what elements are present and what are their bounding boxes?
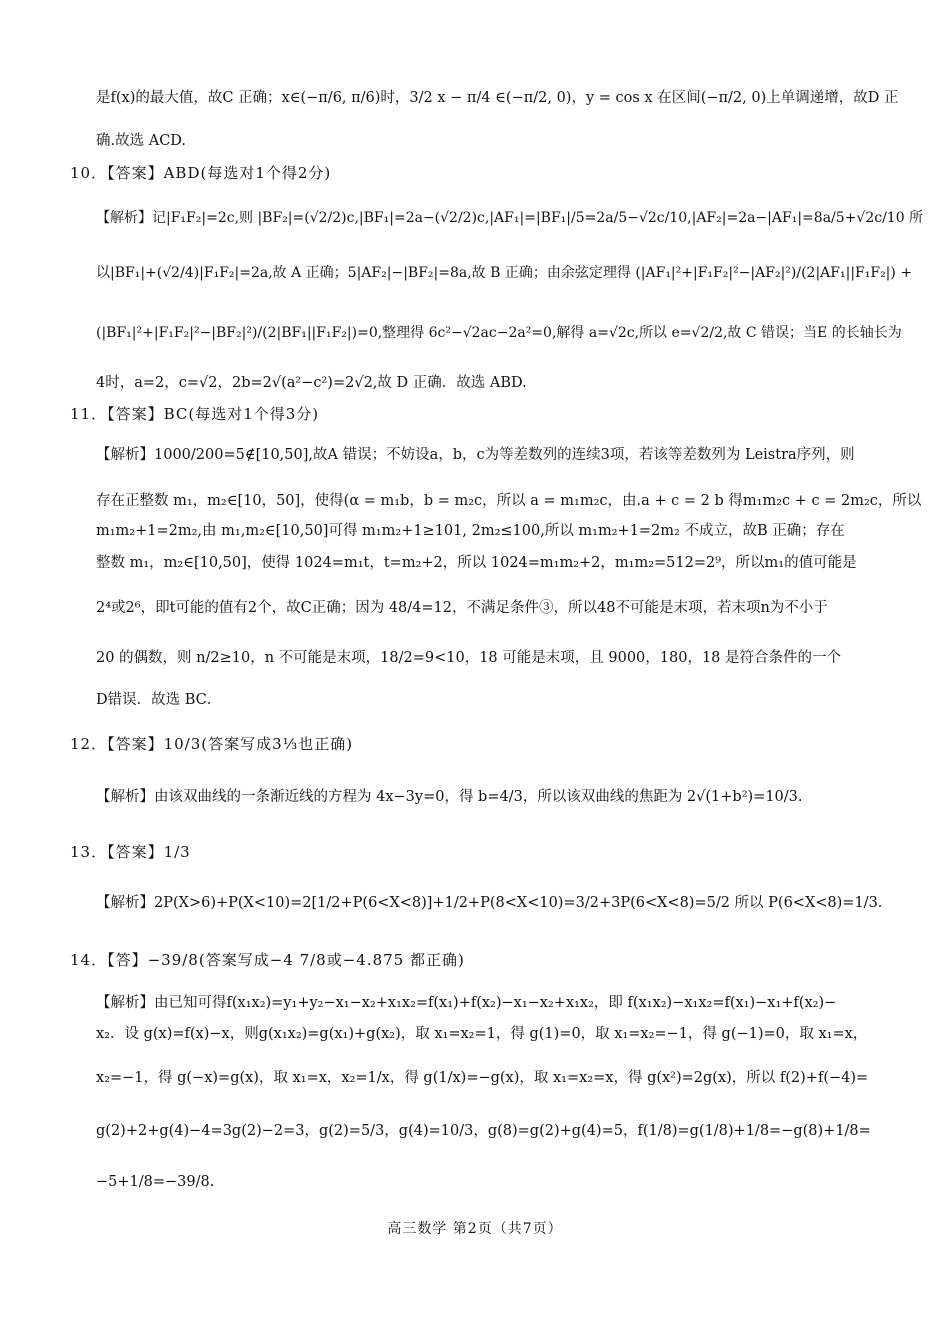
q14-analysis-line: x₂．设 g(x)=f(x)−x，则g(x₁x₂)=g(x₁)+g(x₂)，取 x₁=x₂=1，得 g(1)=0，取 x₁=x₂=−1，得 g(−1)=0，取 x₁=x，: [96, 1026, 868, 1042]
q14-answer-heading: 14．【答】−39/8(答案写成−4 7/8或−4.875 都正确): [70, 951, 465, 969]
q13-analysis-line: 【解析】2P(X>6)+P(X<10)=2[1/2+P(6<X<8)]+1/2+P(8<X<10)=3/2+3P(6<X<8)=5/2 所以 P(6<X<8)=1/3.: [96, 895, 883, 911]
q10-analysis-line: 4时，a=2，c=√2，2b=2√(a²−c²)=2√2,故 D 正确．故选 ABD.: [96, 375, 527, 391]
q11-analysis-line: 整数 m₁，m₂∈[10,50]，使得 1024=m₁t，t=m₂+2，所以 1024=m₁m₂+2，m₁m₂=512=2⁹，所以m₁的值可能是: [96, 555, 857, 571]
q14-analysis-line: x₂=−1，得 g(−x)=g(x)，取 x₁=x，x₂=1/x，得 g(1/x)=−g(x)，取 x₁=x₂=x，得 g(x²)=2g(x)，所以 f(2)+f(−4)=: [96, 1070, 869, 1086]
q14-analysis-line: g(2)+2+g(4)−4=3g(2)−2=3，g(2)=5/3，g(4)=10/3，g(8)=g(2)+g(4)=5，f(1/8)=g(1/8)+1/8=−g(8)+1/8=: [96, 1123, 871, 1139]
q12-answer-heading: 12．【答案】10/3(答案写成3⅓也正确): [70, 735, 354, 753]
page-footer: 高三数学 第2页（共7页）: [387, 1221, 563, 1237]
q14-analysis-line: −5+1/8=−39/8.: [96, 1174, 215, 1190]
q11-analysis-line: 20 的偶数，则 n/2≥10，n 不可能是末项，18/2=9<10，18 可能是末项，且 9000，180，18 是符合条件的一个: [96, 650, 842, 666]
q9-tail-line: 是f(x)的最大值，故C 正确；x∈(−π/6, π/6)时，3/2 x − π/4 ∈(−π/2, 0)，y = cos x 在区间(−π/2, 0)上单调递增，故D 正: [96, 90, 899, 106]
q12-analysis-line: 【解析】由该双曲线的一条渐近线的方程为 4x−3y=0，得 b=4/3，所以该双曲线的焦距为 2√(1+b²)=10/3.: [96, 789, 803, 805]
q10-analysis-line: (|BF₁|²+|F₁F₂|²−|BF₂|²)/(2|BF₁||F₁F₂|)=0,整理得 6c²−√2ac−2a²=0,解得 a=√2c,所以 e=√2/2,故 C 错误；当E 的长轴长为: [96, 325, 902, 341]
q11-answer-heading: 11．【答案】BC(每选对1个得3分): [70, 405, 320, 423]
q10-analysis-line: 以|BF₁|+(√2/4)|F₁F₂|=2a,故 A 正确；5|AF₂|−|BF₂|=8a,故 B 正确；由余弦定理得 (|AF₁|²+|F₁F₂|²−|AF₂|²)/(2|AF₁||F₁F₂|) +: [96, 265, 913, 281]
q11-analysis-line: m₁m₂+1=2m₂,由 m₁,m₂∈[10,50]可得 m₁m₂+1≥101, 2m₂≤100,所以 m₁m₂+1=2m₂ 不成立，故B 正确；存在: [96, 523, 845, 539]
q14-analysis-line: 【解析】由已知可得f(x₁x₂)=y₁+y₂−x₁−x₂+x₁x₂=f(x₁)+f(x₂)−x₁−x₂+x₁x₂，即 f(x₁x₂)−x₁x₂=f(x₁)−x₁+f(x₂)−: [96, 995, 837, 1011]
q10-answer-heading: 10．【答案】ABD(每选对1个得2分): [70, 164, 332, 182]
q11-analysis-line: 2⁴或2⁶，即t可能的值有2个，故C正确；因为 48/4=12，不满足条件③，所以48不可能是末项，若末项n为不小于: [96, 600, 828, 616]
q11-analysis-line: 【解析】1000/200=5∉[10,50],故A 错误；不妨设a，b，c为等差数列的连续3项，若该等差数列为 Leistra序列，则: [96, 447, 855, 463]
q9-conclusion: 确.故选 ACD.: [96, 133, 187, 149]
q11-conclusion: D错误．故选 BC．: [96, 692, 222, 708]
q11-analysis-line: 存在正整数 m₁，m₂∈[10，50]，使得(α = m₁b，b = m₂c，所以 a = m₁m₂c，由.a + c = 2 b 得m₁m₂c + c = 2m₂c，所以: [96, 493, 922, 509]
q13-answer-heading: 13．【答案】1/3: [70, 843, 191, 861]
q10-analysis-line: 【解析】记|F₁F₂|=2c,则 |BF₂|=(√2/2)c,|BF₁|=2a−(√2/2)c,|AF₁|=|BF₁|/5=2a/5−√2c/10,|AF₂|=2a−|AF₁|=8a/5+√2c/10 所: [96, 210, 924, 226]
